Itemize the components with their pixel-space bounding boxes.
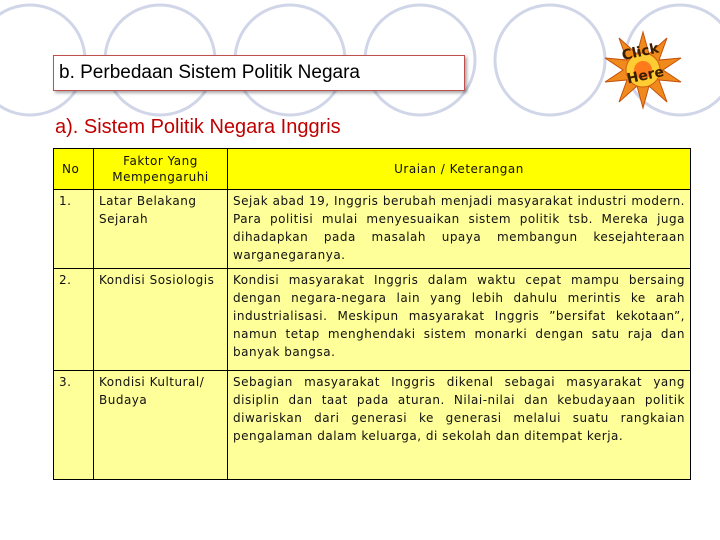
header-description: Uraian / Keterangan: [228, 149, 691, 190]
row-factor: Kondisi Kultural/ Budaya: [94, 371, 228, 480]
row-description: Sebagian masyarakat Inggris dikenal sebagai masyarakat yang disiplin dan taat pada aturan. Nilai-nilai dan kebudayaan politik diwariskan dari generasi ke generasi melalui suatu rangkaian pengalaman dalam keluarga, di sekolah dan ditempat kerja.: [228, 371, 691, 480]
badge-line-1: Click: [620, 40, 661, 64]
table-header-row: [54, 149, 691, 190]
subsection-heading: a). Sistem Politik Negara Inggris: [55, 116, 341, 138]
click-here-badge[interactable]: [603, 30, 683, 110]
row-factor: Kondisi Sosiologis: [94, 269, 228, 371]
header-no: No: [54, 149, 94, 190]
row-number: 3.: [54, 371, 94, 480]
table-row: [54, 269, 691, 371]
table-row: [54, 371, 691, 480]
row-number: 2.: [54, 269, 94, 371]
comparison-table: [53, 148, 691, 480]
row-factor: Latar Belakang Sejarah: [94, 190, 228, 269]
section-heading: [53, 55, 465, 91]
section-heading-text: b. Perbedaan Sistem Politik Negara: [59, 62, 360, 83]
row-description: Kondisi masyarakat Inggris dalam waktu cepat mampu bersaing dengan negara-negara lain yang lebih dahulu merintis ke arah industrialisasi. Meskipun masyarakat Inggris ”bersifat kekotaan”, namun tetap menghendaki sistem monarki dengan satu raja dan banyak bangsa.: [228, 269, 691, 371]
badge-line-2: Here: [625, 64, 666, 88]
row-description: Sejak abad 19, Inggris berubah menjadi masyarakat industri modern. Para politisi mulai menyesuaikan sistem politik tsb. Mereka juga dihadapkan pada masalah upaya membangun kesejahteraan warganegaranya.: [228, 190, 691, 269]
table-row: [54, 190, 691, 269]
header-factor: Faktor Yang Mempengaruhi: [94, 149, 228, 190]
row-number: 1.: [54, 190, 94, 269]
